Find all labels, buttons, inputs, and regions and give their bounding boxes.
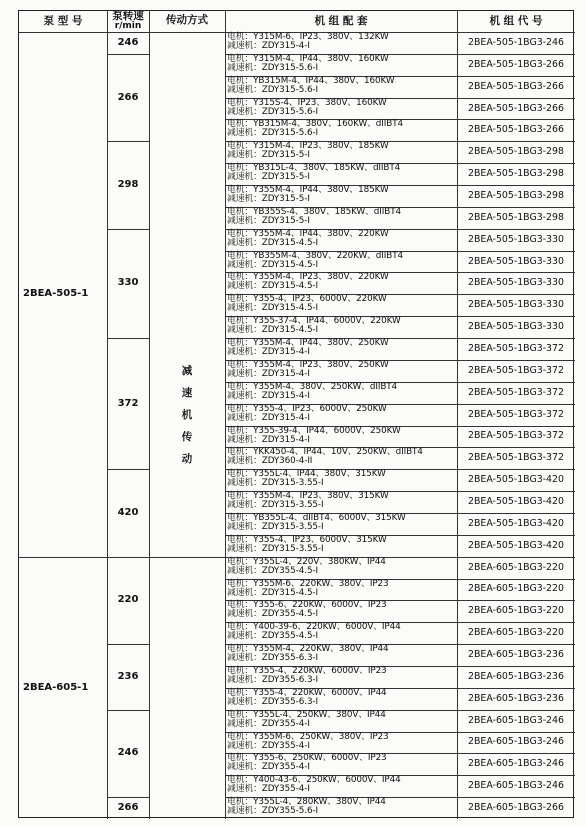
motor-spec: 电机：YB315L-4、380V、185KW、dIIBT4 <box>227 163 401 174</box>
reducer-spec: 减速机：ZDY355-5.6-I <box>227 806 319 817</box>
speed-value: 246 <box>117 36 139 48</box>
unit-code: 2BEA-505-1BG3-330 <box>468 299 564 311</box>
column-divider <box>225 11 226 819</box>
speed-group-divider <box>107 338 149 339</box>
reducer-spec: 减速机：ZDY355-4-I <box>227 740 310 751</box>
unit-code: 2BEA-505-1BG3-246 <box>468 36 564 48</box>
unit-code: 2BEA-505-1BG3-420 <box>468 539 564 551</box>
motor-spec: 电机：Y355M-4、IP23、380V、315KW <box>227 491 389 502</box>
motor-spec: 电机：Y355-39-4、IP44、6000V、250KW <box>227 425 401 436</box>
column-divider <box>149 11 150 819</box>
unit-code: 2BEA-605-1BG3-220 <box>468 583 564 595</box>
header-drive: 传动方式 <box>166 14 208 26</box>
reducer-spec: 减速机：ZDY315-4-I <box>227 434 310 445</box>
motor-spec: 电机：Y315M-4、IP44、380V、160KW <box>227 53 389 64</box>
unit-code: 2BEA-605-1BG3-246 <box>468 736 564 748</box>
reducer-spec: 减速机：ZDY315-4-I <box>227 41 310 51</box>
reducer-spec: 减速机：ZDY355-4-I <box>227 784 310 795</box>
reducer-spec: 减速机：ZDY315-5.6-I <box>227 84 319 95</box>
reducer-spec: 减速机：ZDY355-4.5-I <box>227 565 319 576</box>
reducer-spec: 减速机：ZDY355-6.3-I <box>227 653 319 664</box>
speed-group-divider <box>107 710 149 711</box>
unit-code: 2BEA-605-1BG3-220 <box>468 605 564 617</box>
unit-code: 2BEA-505-1BG3-266 <box>468 124 564 136</box>
unit-code: 2BEA-505-1BG3-298 <box>468 211 564 223</box>
speed-group-divider <box>107 797 149 798</box>
motor-spec: 电机：Y355-4、220KW、6000V、IP23 <box>227 665 387 676</box>
unit-code: 2BEA-505-1BG3-372 <box>468 386 564 398</box>
unit-code: 2BEA-505-1BG3-372 <box>468 408 564 420</box>
drive-method-char: 速 <box>181 386 193 399</box>
unit-code: 2BEA-505-1BG3-372 <box>468 452 564 464</box>
motor-spec: 电机：YB355S-4、380V、185KW、dIIBT4 <box>227 206 401 217</box>
unit-code: 2BEA-505-1BG3-420 <box>468 496 564 507</box>
pump-config-table <box>18 10 574 818</box>
speed-value: 298 <box>117 179 139 191</box>
reducer-spec: 减速机：ZDY315-5.6-I <box>227 106 319 117</box>
unit-code: 2BEA-505-1BG3-372 <box>468 364 564 376</box>
speed-group-divider <box>107 229 149 230</box>
reducer-spec: 减速机：ZDY315-3.55-I <box>227 500 324 511</box>
drive-method-char: 机 <box>181 408 193 421</box>
drive-method-char: 动 <box>181 452 193 465</box>
motor-spec: 电机：Y355M-6、250KW、380V、IP23 <box>227 731 389 742</box>
motor-spec: 电机：Y315M-4、IP23、380V、185KW <box>227 141 389 152</box>
unit-code: 2BEA-505-1BG3-266 <box>468 58 564 70</box>
reducer-spec: 减速机：ZDY315-4.5-I <box>227 259 319 270</box>
reducer-spec: 减速机：ZDY315-3.55-I <box>227 521 324 532</box>
unit-code: 2BEA-505-1BG3-330 <box>468 233 564 245</box>
reducer-spec: 减速机：ZDY315-5-I <box>227 172 310 183</box>
motor-spec: 电机：Y355-4、IP23、6000V、220KW <box>227 294 387 305</box>
motor-spec: 电机：Y355M-4、IP44、380V、220KW <box>227 228 389 239</box>
unit-code: 2BEA-605-1BG3-246 <box>468 780 564 792</box>
reducer-spec: 减速机：ZDY355-4-I <box>227 718 310 729</box>
motor-spec: 电机：Y355M-4、IP23、380V、220KW <box>227 272 389 283</box>
reducer-spec: 减速机：ZDY315-3.55-I <box>227 478 324 489</box>
unit-code: 2BEA-505-1BG3-330 <box>468 277 564 289</box>
motor-spec: 电机：Y355-37-4、IP44、6000V、220KW <box>227 316 401 327</box>
unit-code: 2BEA-505-1BG3-372 <box>468 342 564 354</box>
speed-value: 420 <box>117 506 139 518</box>
motor-spec: 电机：Y355L-4、220V、380KW、IP44 <box>227 556 386 567</box>
motor-spec: 电机：Y355-4、IP23、6000V、315KW <box>227 534 387 545</box>
unit-code: 2BEA-605-1BG3-236 <box>468 649 564 661</box>
reducer-spec: 减速机：ZDY315-4-I <box>227 347 310 358</box>
reducer-spec: 减速机：ZDY315-4.5-I <box>227 325 319 336</box>
motor-spec: 电机：Y355L-4、250KW、380V、IP44 <box>227 709 386 720</box>
motor-spec: 电机：Y355M-4、IP44、380V、250KW <box>227 338 389 349</box>
reducer-spec: 减速机：ZDY315-5.6-I <box>227 128 319 139</box>
speed-group-divider <box>107 54 149 55</box>
reducer-spec: 减速机：ZDY355-4.5-I <box>227 631 319 642</box>
motor-spec: 电机：YKK450-4、IP44、10V、250KW、dIIBT4 <box>227 447 423 458</box>
reducer-spec: 减速机：ZDY315-4-I <box>227 368 310 379</box>
drive-method-char: 传 <box>181 430 193 443</box>
unit-code: 2BEA-505-1BG3-266 <box>468 80 564 92</box>
unit-code: 2BEA-505-1BG3-372 <box>468 430 564 442</box>
motor-spec: 电机：Y400-43-6、250KW、6000V、IP44 <box>227 775 401 786</box>
speed-group-divider <box>107 469 149 470</box>
reducer-spec: 减速机：ZDY315-4.5-I <box>227 303 319 314</box>
reducer-spec: 减速机：ZDY355-6.3-I <box>227 696 319 707</box>
motor-spec: 电机：Y315S-4、IP23、380V、160KW <box>227 97 387 108</box>
unit-code: 2BEA-605-1BG3-246 <box>468 714 564 726</box>
unit-code: 2BEA-605-1BG3-220 <box>468 561 564 573</box>
unit-code: 2BEA-505-1BG3-298 <box>468 168 564 180</box>
reducer-spec: 减速机：ZDY355-6.3-I <box>227 674 319 685</box>
motor-spec: 电机：Y355-4、220KW、6000V、IP44 <box>227 687 387 698</box>
speed-value: 266 <box>117 802 139 814</box>
reducer-spec: 减速机：ZDY315-3.55-I <box>227 543 324 554</box>
header-config: 机 组 配 套 <box>314 15 368 27</box>
speed-value: 220 <box>117 594 139 606</box>
reducer-spec: 减速机：ZDY315-5-I <box>227 215 310 226</box>
motor-spec: 电机：YB315M-4、IP44、380V、160KW <box>227 75 395 86</box>
motor-spec: 电机：Y355L-4、280KW、380V、IP44 <box>227 797 386 808</box>
speed-group-divider <box>107 644 149 645</box>
unit-code: 2BEA-505-1BG3-298 <box>468 189 564 201</box>
unit-code: 2BEA-605-1BG3-220 <box>468 627 564 639</box>
speed-value: 372 <box>117 397 139 409</box>
unit-code: 2BEA-505-1BG3-420 <box>468 474 564 486</box>
unit-code: 2BEA-505-1BG3-420 <box>468 517 564 529</box>
motor-spec: 电机：Y355M-4、IP44、380V、185KW <box>227 185 389 196</box>
motor-spec: 电机：Y355L-4、IP44、380V、315KW <box>227 469 386 480</box>
unit-code: 2BEA-505-1BG3-330 <box>468 255 564 267</box>
speed-group-divider <box>107 141 149 142</box>
reducer-spec: 减速机：ZDY315-4.5-I <box>227 587 319 598</box>
pump-model: 2BEA-605-1 <box>23 681 89 693</box>
reducer-spec: 减速机：ZDY355-4.5-I <box>227 609 319 620</box>
reducer-spec: 减速机：ZDY355-4-I <box>227 762 310 773</box>
header-speed-unit: r/min <box>114 21 142 31</box>
motor-spec: 电机：YB355L-4、dIIBT4、6000V、315KW <box>227 512 406 523</box>
drive-method-char: 减 <box>181 364 193 377</box>
unit-code: 2BEA-605-1BG3-246 <box>468 758 564 770</box>
reducer-spec: 减速机：ZDY315-5.6-I <box>227 62 319 73</box>
column-divider <box>107 11 108 819</box>
unit-code: 2BEA-605-1BG3-236 <box>468 692 564 704</box>
speed-value: 266 <box>117 91 139 103</box>
reducer-spec: 减速机：ZDY315-4-I <box>227 390 310 401</box>
unit-code: 2BEA-505-1BG3-330 <box>468 321 564 333</box>
reducer-spec: 减速机：ZDY315-4.5-I <box>227 281 319 292</box>
motor-spec: 电机：Y400-39-6、220KW、6000V、IP44 <box>227 622 401 633</box>
reducer-spec: 减速机：ZDY315-4-I <box>227 412 310 423</box>
unit-code: 2BEA-505-1BG3-266 <box>468 102 564 114</box>
reducer-spec: 减速机：ZDY360-4-II <box>227 456 313 467</box>
motor-spec: 电机：Y355-4、IP23、6000V、250KW <box>227 403 387 414</box>
pump-model: 2BEA-505-1 <box>23 288 89 300</box>
speed-value: 236 <box>117 670 139 682</box>
reducer-spec: 减速机：ZDY315-5-I <box>227 194 310 205</box>
unit-code: 2BEA-605-1BG3-236 <box>468 670 564 682</box>
unit-code: 2BEA-605-1BG3-266 <box>468 802 564 814</box>
header-speed: 泵转速 <box>112 10 144 22</box>
model-group-divider <box>19 557 225 558</box>
header-code: 机 组 代 号 <box>489 15 543 27</box>
motor-spec: 电机：Y355M-4、IP23、380V、250KW <box>227 359 389 370</box>
unit-code: 2BEA-505-1BG3-298 <box>468 146 564 158</box>
reducer-spec: 减速机：ZDY315-5-I <box>227 150 310 161</box>
speed-value: 246 <box>117 747 139 759</box>
motor-spec: 电机：YB355M-4、380V、220KW、dIIBT4 <box>227 250 403 261</box>
motor-spec: 电机：Y355M-4、380V、250KW、dIIBT4 <box>227 381 398 392</box>
reducer-spec: 减速机：ZDY315-4.5-I <box>227 237 319 248</box>
motor-spec: 电机：Y355M-6、220KW、380V、IP23 <box>227 578 389 589</box>
motor-spec: 电机：YB315M-4、380V、160KW、dIIBT4 <box>227 119 403 130</box>
header-pump-model: 泵 型 号 <box>43 15 83 27</box>
motor-spec: 电机：Y355-6、220KW、6000V、IP23 <box>227 600 387 611</box>
motor-spec: 电机：Y355M-4、220KW、380V、IP44 <box>227 644 389 655</box>
motor-spec: 电机：Y315M-6、IP23、380V、132KW <box>227 32 389 42</box>
motor-spec: 电机：Y355-6、250KW、6000V、IP23 <box>227 753 387 764</box>
speed-value: 330 <box>117 277 139 289</box>
